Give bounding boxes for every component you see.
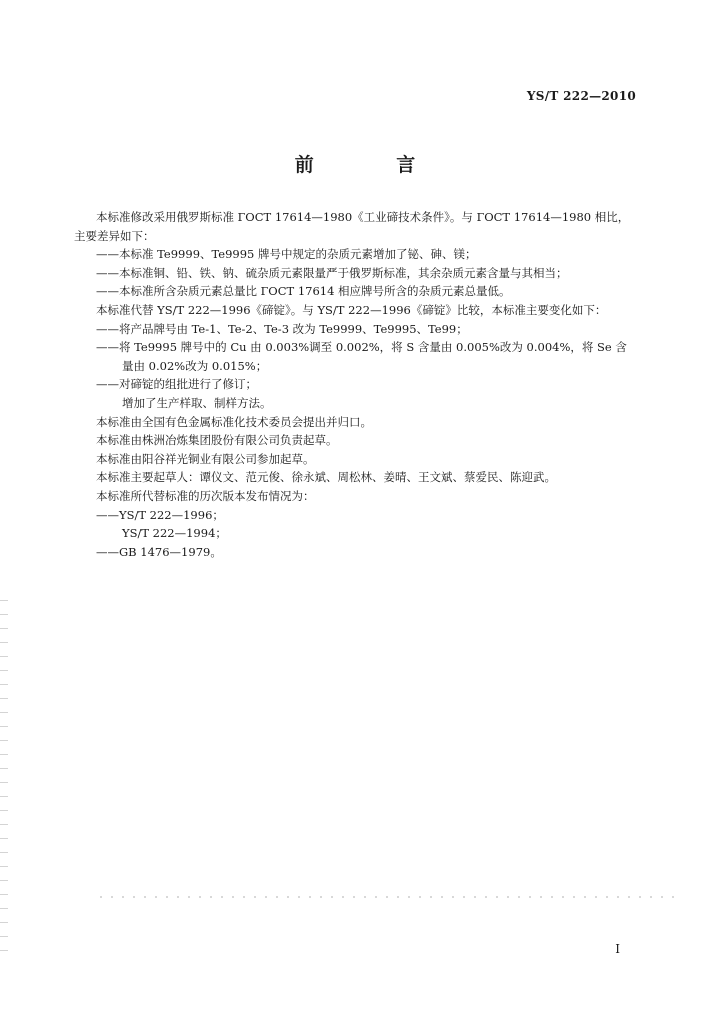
paragraph-line: 主要差异如下：	[74, 228, 155, 243]
paragraph-line: 本标准由株洲冶炼集团股份有限公司负责起草。	[96, 433, 338, 448]
scan-artifact-dots	[0, 600, 8, 960]
paragraph-line: ——对碲锭的组批进行了修订；	[96, 377, 257, 392]
paragraph-line: ——本标准铜、铅、铁、钠、硫杂质元素限量严于俄罗斯标准，其余杂质元素含量与其相当；	[96, 265, 568, 280]
paragraph-line: 本标准修改采用俄罗斯标准 ГОСТ 17614—1980《工业碲技术条件》。与 ГОСТ 17614—1980 相比，	[96, 210, 630, 224]
paragraph-line: ——YS/T 222—1996；	[96, 507, 224, 522]
paragraph-line: 增加了生产样取、制样方法。	[122, 395, 272, 410]
paragraph-line: 量由 0.02%改为 0.015%；	[122, 358, 268, 373]
paragraph-line: ——本标准 Te9999、Te9995 牌号中规定的杂质元素增加了铋、砷、镁；	[96, 247, 477, 262]
paragraph-line: 本标准所代替标准的历次版本发布情况为：	[96, 488, 315, 503]
page-number: I	[615, 942, 620, 956]
paragraph-line: ——将产品牌号由 Te-1、Te-2、Te-3 改为 Te9999、Te9995、Te99；	[96, 321, 468, 336]
standard-code: YS/T 222—2010	[526, 89, 636, 103]
scan-artifact-band	[100, 896, 680, 898]
paragraph-line: ——将 Te9995 牌号中的 Cu 由 0.003%调至 0.002%，将 S 含量由 0.005%改为 0.004%，将 Se 含	[96, 340, 627, 355]
page-title: 前 言	[294, 154, 454, 176]
paragraph-line: ——本标准所含杂质元素总量比 ГОСТ 17614 相应牌号所含的杂质元素总量低。	[96, 284, 511, 299]
paragraph-line: ——GB 1476—1979。	[96, 544, 222, 559]
foreword-body	[74, 208, 640, 561]
paragraph-line: 本标准由全国有色金属标准化技术委员会提出并归口。	[96, 414, 372, 429]
paragraph-line: 本标准主要起草人：谭仪文、范元俊、徐永斌、周松林、姜晴、王文斌、蔡爱民、陈迎武。	[96, 470, 556, 485]
paragraph-line: 本标准由阳谷祥光铜业有限公司参加起草。	[96, 451, 315, 466]
paragraph-line: 本标准代替 YS/T 222—1996《碲锭》。与 YS/T 222—1996《碲锭》比较，本标准主要变化如下：	[96, 302, 607, 317]
paragraph-line: YS/T 222—1994；	[122, 526, 227, 541]
